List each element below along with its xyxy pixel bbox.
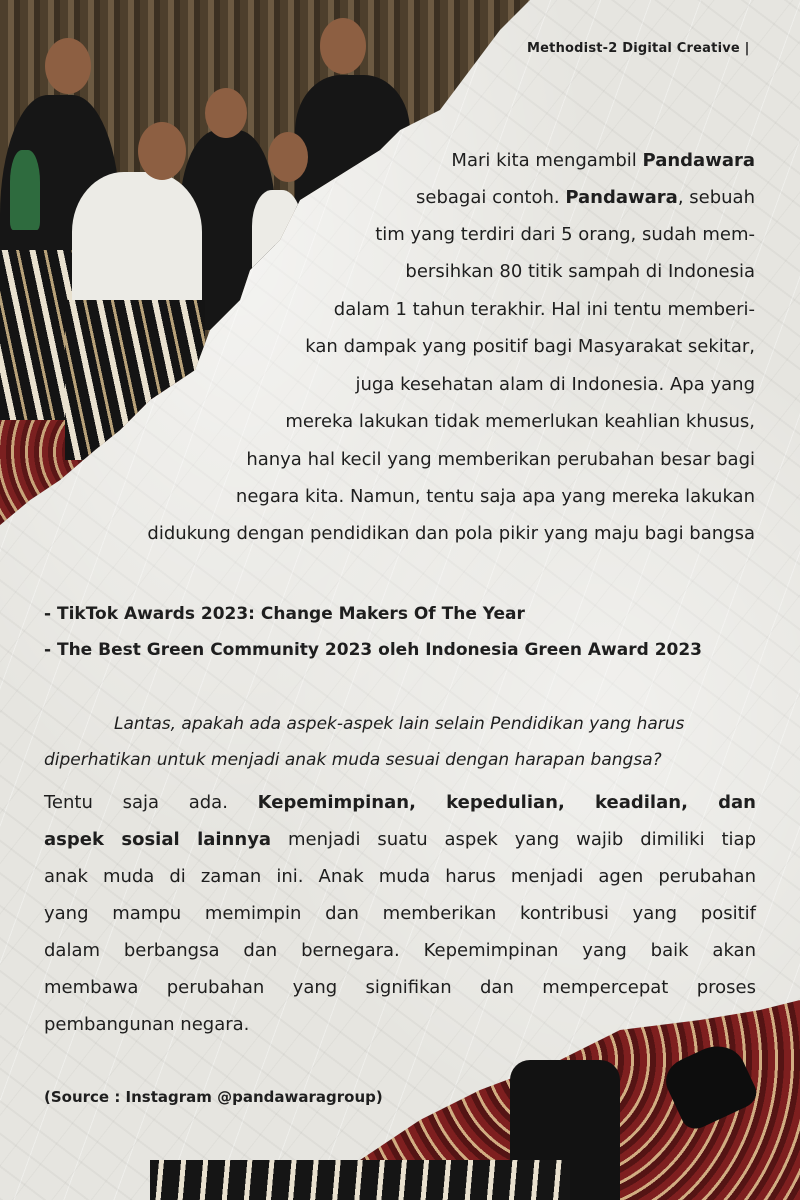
body-line-4: yang mampu memimpin dan memberikan kontribusi yang positif [44,903,756,924]
person-3-head [205,88,247,138]
batik-fabric [150,1160,570,1200]
intro-line-9: hanya hal kecil yang memberikan perubahan besar bagi [246,449,755,470]
body-bold: Kepemimpinan, kepedulian, keadilan, dan [257,792,756,813]
intro-line-4: bersihkan 80 titik sampah di Indonesia [405,261,755,282]
intro-bold: Pandawara [642,150,755,171]
intro-line-11: didukung dengan pendidikan dan pola pikir yang maju bagi bangsa [147,523,755,544]
question-line-1: Lantas, apakah ada aspek-aspek lain selain Pendidikan yang harus [114,714,685,734]
person-1-head [45,38,91,94]
awards-list [44,596,702,668]
intro-bold: Pandawara [565,187,678,208]
award-item: - TikTok Awards 2023: Change Makers Of The Year [44,604,525,624]
body-line-5: dalam berbangsa dan bernegara. Kepemimpinan yang baik akan [44,940,756,961]
body-line-1 [44,784,756,821]
body-line-3: anak muda di zaman ini. Anak muda harus menjadi agen perubahan [44,866,756,887]
body-text: Tentu saja ada. [44,792,258,813]
brand-label: Methodist-2 Digital Creative | [527,41,750,56]
intro-line-10: negara kita. Namun, tentu saja apa yang mereka lakukan [235,486,755,507]
body-line-7: pembangunan negara. [44,1014,250,1035]
intro-line-2 [416,181,755,215]
intro-line-8: mereka lakukan tidak memerlukan keahlian khusus, [285,411,755,432]
trophy [10,150,40,230]
intro-line-1 [451,144,755,178]
intro-line-7: juga kesehatan alam di Indonesia. Apa yang [355,374,755,395]
intro-line-6: kan dampak yang positif bagi Masyarakat sekitar, [305,336,755,357]
person-4-head [268,132,308,182]
award-item: - The Best Green Community 2023 oleh Indonesia Green Award 2023 [44,640,703,660]
intro-line-5: dalam 1 tahun terakhir. Hal ini tentu memberi- [333,299,755,320]
person-2-head [138,122,186,180]
body-line-2 [44,821,756,858]
question-line-2: diperhatikan untuk menjadi anak muda sesuai dengan harapan bangsa? [44,750,662,770]
intro-text: sebagai contoh. [416,187,566,208]
intro-line-3: tim yang terdiri dari 5 orang, sudah mem- [375,224,755,245]
body-paragraph [44,784,756,1043]
question-paragraph [44,706,756,778]
source-credit: (Source : Instagram @pandawaragroup) [44,1088,383,1106]
body-line-6: membawa perubahan yang signifikan dan mempercepat proses [44,977,756,998]
body-text: menjadi suatu aspek yang wajib dimiliki tiap [271,829,756,850]
intro-text: , sebuah [677,187,755,208]
person-5-head [320,18,366,74]
body-bold: aspek sosial lainnya [44,829,272,850]
intro-text: Mari kita mengambil [451,150,643,171]
